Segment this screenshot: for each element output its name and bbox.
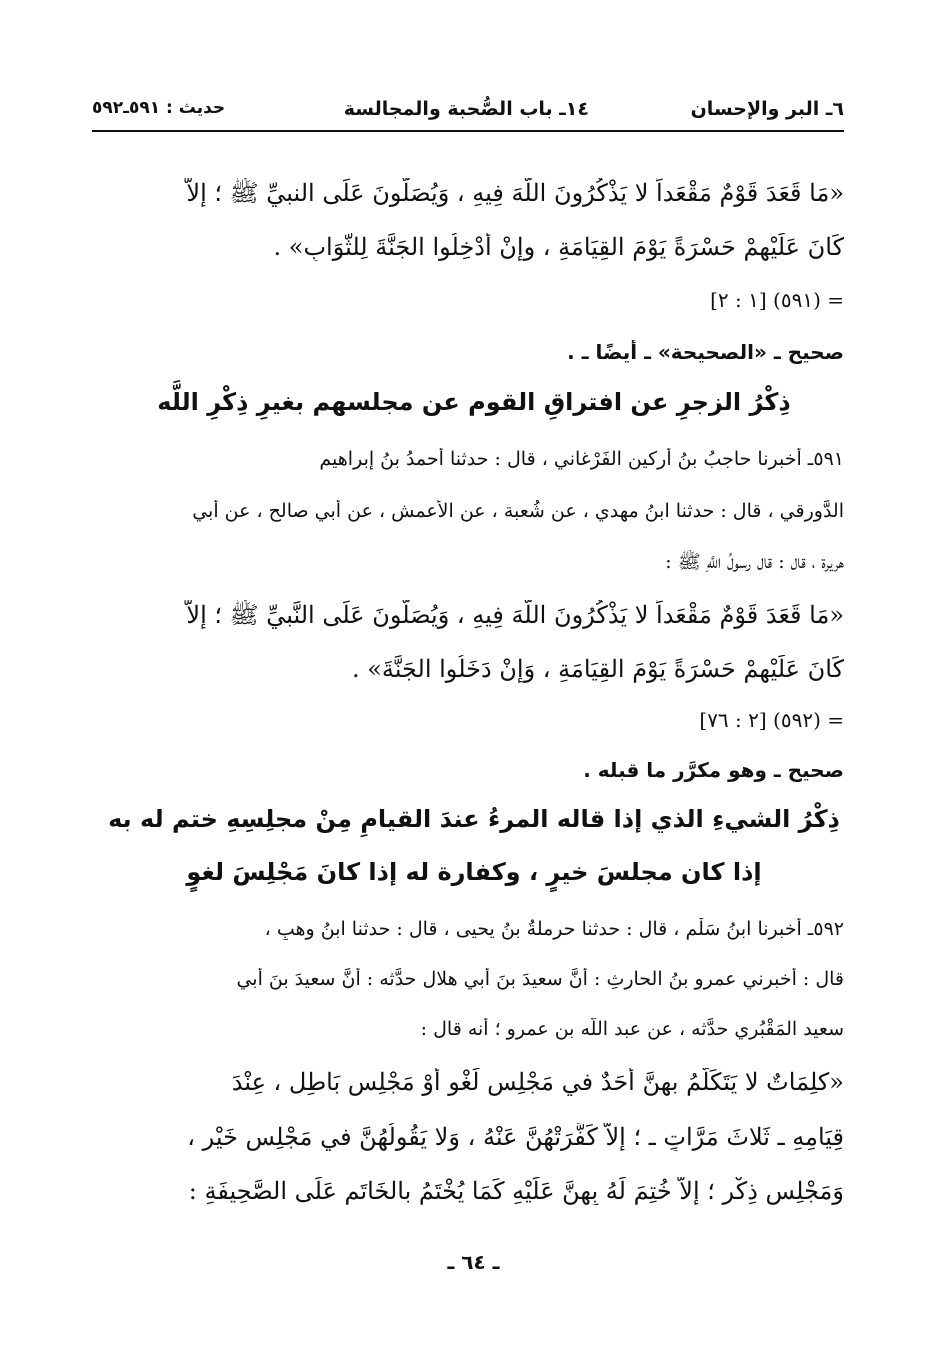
header-chapter-title: ١٤ـ باب الصُّحبة والمجالسة — [343, 98, 589, 120]
text-line: كَانَ عَلَيْهِمْ حَسْرَةً يَوْمَ القِيَامَةِ ، وإِنْ أُدْخِلُوا الجَنَّةَ لِلثَّوَابِ» . — [273, 233, 844, 261]
header-hadith-range: حديث : ٥٩١ـ٥٩٢ — [92, 98, 226, 118]
text-line: قِيَامِهِ ـ ثَلاثَ مَرَّاتٍ ـ ؛ إلاَّ كَفَّرَتْهُنَّ عَنْهُ ، وَلا يَقُولُهُنَّ في مَجْلِسِ خَيْرٍ ، — [187, 1123, 844, 1151]
section-heading: ذِكْرُ الشيءِ الذي إذا قاله المرءُ عندَ القيامِ مِنْ مجلِسِهِ ختم له به — [108, 805, 840, 833]
text-line: «مَا قَعَدَ قَوْمٌ مَقْعَداً لا يَذْكُرُونَ اللَّهَ فِيهِ ، وَيُصَلُّونَ عَلَى النَّبيِّ ﷺ ؛ إلاَّ — [186, 601, 844, 629]
text-line: وَمَجْلِسِ ذِكْرٍ ؛ إلاَّ خُتِمَ لَهُ بِهِنَّ عَلَيْهِ كَمَا يُخْتَمُ بالخَاتَمِ عَلَى الصَّحِيفَةِ : — [188, 1177, 844, 1205]
running-header — [92, 90, 844, 132]
text-line: سعيد المَقْبُري حدَّثه ، عن عبد اللَّه بن عمرو ؛ أنه قال : — [420, 1018, 844, 1040]
hadith-grade: صحيح ـ وهو مكرَّر ما قبله . — [583, 758, 844, 782]
text-line: الدَّورقي ، قال : حدثنا ابنُ مهدي ، عن شُعبة ، عن الأعمش ، عن أبي صالح ، عن أبي — [192, 500, 844, 522]
page-number: ـ ٦٤ ـ — [447, 1250, 500, 1274]
text-line: ٥٩٢ـ أخبرنا ابنُ سَلْم ، قال : حدثنا حرملةُ بنُ يحيى ، قال : حدثنا ابنُ وهبٍ ، — [264, 918, 844, 940]
text-line: قال : أخبرني عمرو بنُ الحارثِ : أنَّ سعيدَ بنَ أبي هلال حدَّثه : أنَّ سعيدَ بنَ أبي — [236, 968, 844, 990]
text-line: ٥٩١ـ أخبرنا حاجبُ بنُ أركين الفَرْغاني ، قال : حدثنا أحمدُ بنُ إبراهيم — [319, 448, 844, 470]
hadith-grade: صحيح ـ «الصحيحة» ـ أيضًا ـ . — [567, 340, 844, 364]
text-line: هريرة ، قال : قال رسولُ اللَّهِ ﷺ : — [665, 551, 844, 573]
text-line: كَانَ عَلَيْهِمْ حَسْرَةً يَوْمَ القِيَامَةِ ، وَإِنْ دَخَلُوا الجَنَّةَ» . — [351, 655, 844, 683]
text-line: «كلِمَاتٌ لا يَتَكَلَّمُ بهنَّ أحَدٌ في مَجْلِسِ لَغْوٍ أَوْ مَجْلِسِ بَاطِلٍ ، عِنْدَ — [231, 1068, 844, 1096]
section-heading-continued: إذا كان مجلسَ خيرٍ ، وكفارة له إذا كانَ مَجْلِسَ لغوٍ — [186, 858, 762, 886]
section-heading: ذِكْرُ الزجرِ عن افتراقِ القوم عن مجلسهم بغيرِ ذِكْرِ اللَّه — [157, 388, 791, 416]
header-book-title: ٦ـ البر والإحسان — [690, 98, 844, 120]
hadith-reference: = (٥٩٢) [٢ : ٧٦] — [699, 708, 844, 732]
text-line: «مَا قَعَدَ قَوْمٌ مَقْعَداً لا يَذْكُرُونَ اللَّهَ فِيهِ ، وَيُصَلُّونَ عَلَى النبيِّ ﷺ ؛ إلاَّ — [186, 179, 844, 207]
hadith-reference: = (٥٩١) [١ : ٢] — [710, 288, 844, 312]
